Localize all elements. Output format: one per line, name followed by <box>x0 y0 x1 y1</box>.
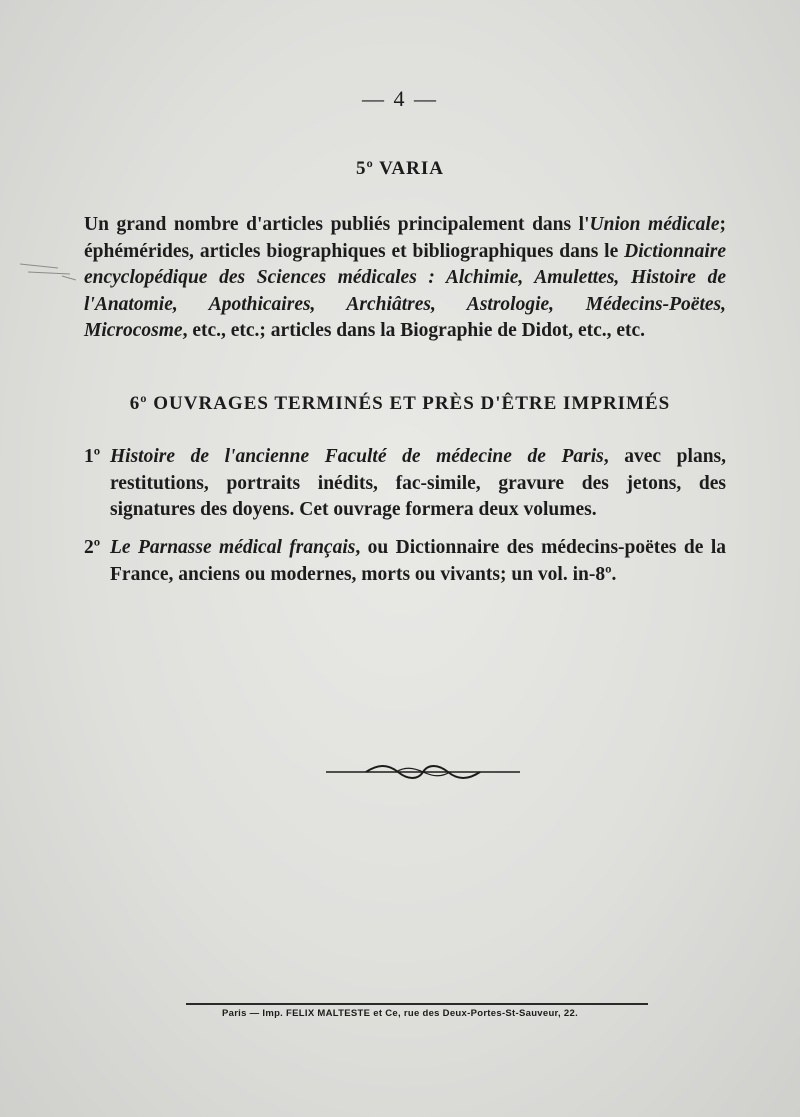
page-number: — 4 — <box>362 86 438 111</box>
item-description: , ou Dictionnaire des médecins-poëtes de la France, anciens ou modernes, morts ou vivants; un vol. in-8º. <box>110 537 726 585</box>
list-item <box>84 535 726 588</box>
item-body <box>110 535 726 588</box>
item-title: Histoire de l'ancienne Faculté de médecine de Paris <box>110 446 604 467</box>
footer-rule <box>186 1003 648 1005</box>
list-item <box>84 444 726 524</box>
item-number: 2º <box>84 537 101 558</box>
varia-text-4: Dictionnaire encyclopédique des Sciences médicales : Alchimie, Amulettes, Histoire de l'Anatomie, Apothicaires, Archiâtres, Astrologie, Médecins-Poëtes, Microcosme <box>84 240 726 342</box>
section-title-varia: 5º VARIA <box>355 158 444 179</box>
ornament-divider-icon <box>326 762 520 780</box>
item-title: Le Parnasse médical français <box>110 537 356 558</box>
printer-imprint: Paris — Imp. FELIX MALTESTE et Ce, rue des Deux-Portes-St-Sauveur, 22. <box>221 1008 579 1019</box>
item-number: 1º <box>84 446 101 467</box>
varia-text-2: Union médicale <box>589 214 720 235</box>
item-body <box>110 444 726 524</box>
varia-text-5: , etc., etc.; articles dans la Biographie de Didot, etc., etc. <box>182 320 646 342</box>
varia-paragraph <box>84 212 726 345</box>
varia-text-3: ; éphémérides, articles biographiques et bibliographiques dans le <box>84 214 726 262</box>
varia-text-1: Un grand nombre d'articles publiés principalement dans l' <box>84 214 590 235</box>
item-description: , avec plans, restitutions, portraits inédits, fac-simile, gravure des jetons, des signatures des doyens. Cet ouvrage formera deux volumes. <box>110 446 726 521</box>
section-title-ouvrages: 6º OUVRAGES TERMINÉS ET PRÈS D'ÊTRE IMPRIMÉS <box>129 393 671 414</box>
show-through-texture <box>90 120 760 140</box>
margin-mark-icon <box>18 258 78 282</box>
